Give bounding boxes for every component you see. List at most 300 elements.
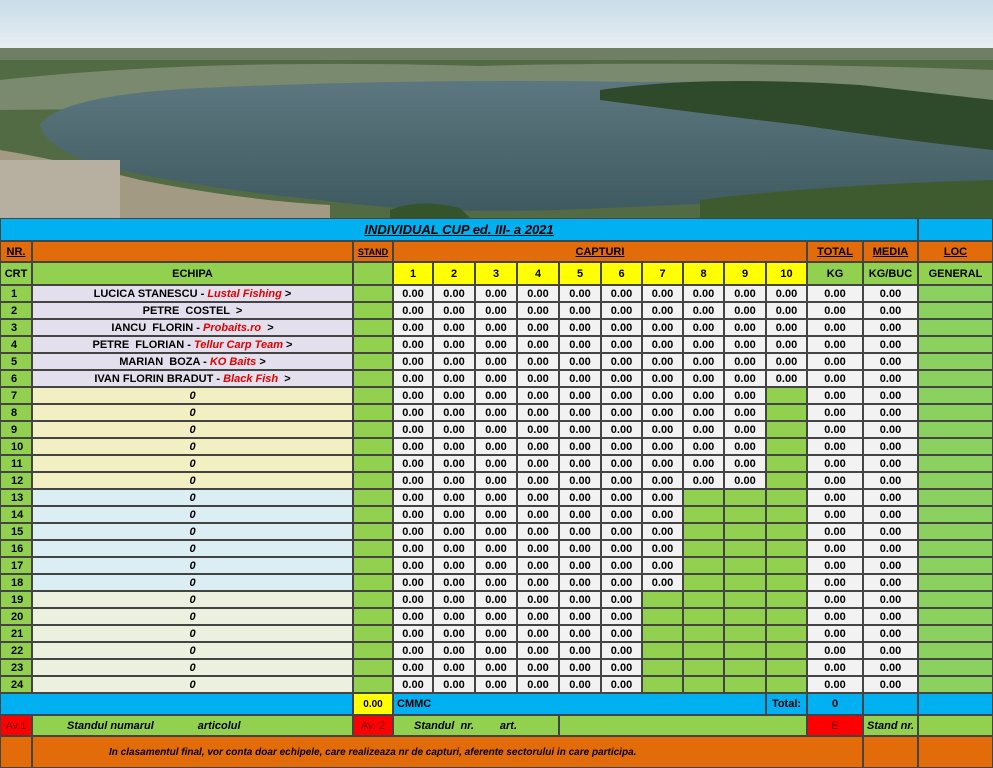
capture-value: 0.00	[642, 319, 683, 336]
capture-value: 0.00	[393, 642, 433, 659]
capture-value: 0.00	[433, 302, 475, 319]
team-name: 0	[32, 472, 353, 489]
capture-value: 0.00	[559, 319, 601, 336]
capture-value: 0.00	[559, 625, 601, 642]
row-number: 7	[0, 387, 32, 404]
footer-filler	[918, 693, 993, 715]
loc-cell	[918, 455, 993, 472]
capture-value: 0.00	[559, 659, 601, 676]
capture-value: 0.00	[601, 302, 642, 319]
capture-value: 0.00	[433, 659, 475, 676]
capture-value: 0.00	[393, 370, 433, 387]
capture-empty	[766, 421, 807, 438]
total-kg-value: 0.00	[807, 506, 863, 523]
capture-value: 0.00	[433, 370, 475, 387]
capture-value: 0.00	[559, 438, 601, 455]
capture-value: 0.00	[475, 285, 517, 302]
media-value: 0.00	[863, 353, 918, 370]
capture-value: 0.00	[683, 387, 724, 404]
media-value: 0.00	[863, 574, 918, 591]
capture-empty	[683, 540, 724, 557]
stand-cell	[353, 676, 393, 693]
row-number: 17	[0, 557, 32, 574]
total-kg-value: 0.00	[807, 642, 863, 659]
capture-value: 0.00	[724, 387, 766, 404]
total-kg-value: 0.00	[807, 336, 863, 353]
capture-value: 0.00	[724, 336, 766, 353]
row-number: 16	[0, 540, 32, 557]
loc-cell	[918, 676, 993, 693]
capture-empty	[642, 659, 683, 676]
capture-value: 0.00	[642, 370, 683, 387]
loc-cell	[918, 523, 993, 540]
media-value: 0.00	[863, 557, 918, 574]
capture-value: 0.00	[642, 404, 683, 421]
capture-value: 0.00	[475, 472, 517, 489]
capture-value: 0.00	[475, 676, 517, 693]
header-echipa: ECHIPA	[32, 262, 353, 285]
capture-value: 0.00	[433, 438, 475, 455]
capture-value: 0.00	[559, 591, 601, 608]
capture-empty	[642, 608, 683, 625]
capture-value: 0.00	[601, 404, 642, 421]
header-column-5: 5	[559, 262, 601, 285]
loc-cell	[918, 387, 993, 404]
capture-value: 0.00	[517, 659, 559, 676]
capture-value: 0.00	[559, 540, 601, 557]
capture-empty	[724, 540, 766, 557]
capture-value: 0.00	[475, 540, 517, 557]
total-kg-value: 0.00	[807, 370, 863, 387]
capture-value: 0.00	[601, 659, 642, 676]
total-kg-value: 0.00	[807, 659, 863, 676]
media-value: 0.00	[863, 387, 918, 404]
capture-value: 0.00	[766, 336, 807, 353]
capture-value: 0.00	[601, 625, 642, 642]
capture-empty	[642, 642, 683, 659]
capture-value: 0.00	[766, 285, 807, 302]
capture-empty	[724, 557, 766, 574]
team-sponsor: Lustal Fishing	[207, 287, 282, 300]
capture-value: 0.00	[475, 336, 517, 353]
total-kg-value: 0.00	[807, 574, 863, 591]
capture-value: 0.00	[393, 591, 433, 608]
capture-value: 0.00	[559, 455, 601, 472]
row-number: 15	[0, 523, 32, 540]
total-kg-value: 0.00	[807, 455, 863, 472]
stand-cell	[353, 438, 393, 455]
final-note: In clasamentul final, vor conta doar echipele, care realizeaza nr de capturi, aferente sectorului in care participa.	[32, 736, 863, 768]
capture-value: 0.00	[433, 455, 475, 472]
capture-value: 0.00	[724, 421, 766, 438]
capture-value: 0.00	[393, 387, 433, 404]
stand-cell	[353, 404, 393, 421]
capture-value: 0.00	[559, 642, 601, 659]
capture-empty	[683, 642, 724, 659]
total-kg-value: 0.00	[807, 540, 863, 557]
capture-value: 0.00	[517, 336, 559, 353]
capture-value: 0.00	[724, 302, 766, 319]
capture-value: 0.00	[724, 438, 766, 455]
capture-value: 0.00	[433, 404, 475, 421]
media-value: 0.00	[863, 608, 918, 625]
team-name: 0	[32, 642, 353, 659]
capture-value: 0.00	[559, 676, 601, 693]
team-name: 0	[32, 574, 353, 591]
total-kg-value: 0.00	[807, 302, 863, 319]
capture-empty	[766, 540, 807, 557]
standul-numarul-label: Standul numarul	[67, 719, 154, 732]
capture-value: 0.00	[475, 489, 517, 506]
av2-label: Av. 2	[353, 715, 393, 736]
capture-value: 0.00	[517, 387, 559, 404]
capture-empty	[766, 659, 807, 676]
capture-value: 0.00	[642, 336, 683, 353]
team-player: IVAN FLORIN BRADUT -	[94, 372, 224, 385]
capture-value: 0.00	[642, 574, 683, 591]
stand-cell	[353, 472, 393, 489]
capture-value: 0.00	[433, 506, 475, 523]
team-sponsor: Probaits.ro	[203, 321, 262, 334]
capture-value: 0.00	[517, 438, 559, 455]
row-number: 24	[0, 676, 32, 693]
capture-value: 0.00	[559, 506, 601, 523]
stand-cell	[353, 319, 393, 336]
capture-value: 0.00	[601, 285, 642, 302]
row-number: 11	[0, 455, 32, 472]
capture-value: 0.00	[433, 591, 475, 608]
stand-cell	[353, 353, 393, 370]
total-kg-value: 0.00	[807, 421, 863, 438]
stand-total: 0.00	[353, 693, 393, 715]
footer-green	[918, 715, 993, 736]
capture-value: 0.00	[601, 370, 642, 387]
capture-value: 0.00	[393, 506, 433, 523]
capture-value: 0.00	[475, 659, 517, 676]
team-name: 0	[32, 676, 353, 693]
capture-empty	[642, 591, 683, 608]
row-number: 21	[0, 625, 32, 642]
team-name: 0	[32, 591, 353, 608]
row-number: 22	[0, 642, 32, 659]
header-general: GENERAL	[918, 262, 993, 285]
capture-value: 0.00	[559, 370, 601, 387]
capture-empty	[766, 608, 807, 625]
capture-value: 0.00	[601, 591, 642, 608]
capture-empty	[766, 387, 807, 404]
note-filler	[918, 736, 993, 768]
loc-cell	[918, 472, 993, 489]
capture-empty	[683, 523, 724, 540]
team-name: 0	[32, 608, 353, 625]
row-number: 23	[0, 659, 32, 676]
team-player: PETRE FLORIAN -	[92, 338, 194, 351]
capture-value: 0.00	[393, 608, 433, 625]
row-number: 6	[0, 370, 32, 387]
capture-value: 0.00	[601, 472, 642, 489]
stand-cell	[353, 489, 393, 506]
loc-cell	[918, 557, 993, 574]
loc-cell	[918, 302, 993, 319]
capture-value: 0.00	[475, 523, 517, 540]
capture-value: 0.00	[517, 285, 559, 302]
loc-cell	[918, 319, 993, 336]
capture-value: 0.00	[559, 523, 601, 540]
capture-value: 0.00	[601, 438, 642, 455]
row-number: 18	[0, 574, 32, 591]
capture-empty	[724, 574, 766, 591]
row-number: 9	[0, 421, 32, 438]
media-value: 0.00	[863, 523, 918, 540]
media-value: 0.00	[863, 659, 918, 676]
media-value: 0.00	[863, 336, 918, 353]
capture-value: 0.00	[517, 353, 559, 370]
capture-value: 0.00	[683, 319, 724, 336]
capture-value: 0.00	[683, 336, 724, 353]
e-label: E	[807, 715, 863, 736]
capture-value: 0.00	[475, 591, 517, 608]
stand-nr-label: Stand nr.	[863, 715, 918, 736]
capture-value: 0.00	[642, 387, 683, 404]
row-number: 8	[0, 404, 32, 421]
header-capturi: CAPTURI	[393, 241, 807, 262]
capture-value: 0.00	[517, 591, 559, 608]
footer-green	[559, 715, 807, 736]
capture-value: 0.00	[393, 523, 433, 540]
team-arrow: >	[281, 287, 292, 300]
capture-value: 0.00	[475, 353, 517, 370]
capture-value: 0.00	[393, 625, 433, 642]
stand-cell	[353, 523, 393, 540]
total-kg-value: 0.00	[807, 353, 863, 370]
team-name	[32, 370, 353, 387]
capture-value: 0.00	[517, 404, 559, 421]
total-kg-value: 0.00	[807, 438, 863, 455]
capture-value: 0.00	[393, 659, 433, 676]
capture-value: 0.00	[517, 574, 559, 591]
team-name: 0	[32, 540, 353, 557]
capture-value: 0.00	[517, 642, 559, 659]
capture-value: 0.00	[475, 625, 517, 642]
stand-cell	[353, 557, 393, 574]
capture-empty	[683, 591, 724, 608]
capture-value: 0.00	[601, 574, 642, 591]
capture-value: 0.00	[766, 302, 807, 319]
capture-empty	[683, 489, 724, 506]
stand-cell	[353, 591, 393, 608]
capture-value: 0.00	[433, 676, 475, 693]
team-name: 0	[32, 421, 353, 438]
capture-empty	[642, 676, 683, 693]
header-column-1: 1	[393, 262, 433, 285]
lake-photo	[0, 0, 993, 218]
team-player: IANCU FLORIN -	[111, 321, 204, 334]
capture-value: 0.00	[601, 557, 642, 574]
media-value: 0.00	[863, 455, 918, 472]
capture-value: 0.00	[559, 608, 601, 625]
capture-value: 0.00	[642, 472, 683, 489]
results-table	[0, 218, 993, 768]
capture-value: 0.00	[433, 353, 475, 370]
capture-value: 0.00	[393, 676, 433, 693]
capture-value: 0.00	[475, 506, 517, 523]
header-nr: NR.	[0, 241, 32, 262]
row-number: 12	[0, 472, 32, 489]
capture-value: 0.00	[393, 557, 433, 574]
capture-value: 0.00	[475, 455, 517, 472]
capture-value: 0.00	[517, 302, 559, 319]
header-column-2: 2	[433, 262, 475, 285]
capture-value: 0.00	[683, 285, 724, 302]
capture-empty	[724, 523, 766, 540]
capture-value: 0.00	[724, 353, 766, 370]
capture-value: 0.00	[724, 319, 766, 336]
capture-empty	[766, 506, 807, 523]
capture-value: 0.00	[393, 302, 433, 319]
capture-empty	[683, 557, 724, 574]
capture-value: 0.00	[393, 489, 433, 506]
capture-value: 0.00	[433, 421, 475, 438]
capture-value: 0.00	[433, 523, 475, 540]
capture-value: 0.00	[683, 438, 724, 455]
capture-empty	[766, 472, 807, 489]
team-name	[32, 285, 353, 302]
header-column-9: 9	[724, 262, 766, 285]
media-value: 0.00	[863, 370, 918, 387]
header-column-8: 8	[683, 262, 724, 285]
loc-cell	[918, 438, 993, 455]
total-kg-value: 0.00	[807, 608, 863, 625]
loc-cell	[918, 285, 993, 302]
capture-value: 0.00	[433, 557, 475, 574]
capture-value: 0.00	[433, 387, 475, 404]
capture-empty	[683, 574, 724, 591]
row-number: 19	[0, 591, 32, 608]
capture-value: 0.00	[433, 285, 475, 302]
total-label: Total:	[766, 693, 807, 715]
capture-value: 0.00	[724, 472, 766, 489]
capture-value: 0.00	[642, 438, 683, 455]
row-number: 2	[0, 302, 32, 319]
capture-value: 0.00	[393, 421, 433, 438]
total-value: 0	[807, 693, 863, 715]
capture-empty	[724, 591, 766, 608]
capture-value: 0.00	[475, 404, 517, 421]
header-column-7: 7	[642, 262, 683, 285]
capture-value: 0.00	[601, 676, 642, 693]
header-total: TOTAL	[807, 241, 863, 262]
footer-blank	[0, 693, 353, 715]
total-kg-value: 0.00	[807, 319, 863, 336]
capture-empty	[724, 625, 766, 642]
capture-value: 0.00	[559, 302, 601, 319]
capture-empty	[683, 506, 724, 523]
total-kg-value: 0.00	[807, 472, 863, 489]
stand-cell	[353, 625, 393, 642]
capture-value: 0.00	[601, 353, 642, 370]
team-name: 0	[32, 523, 353, 540]
total-kg-value: 0.00	[807, 285, 863, 302]
capture-value: 0.00	[642, 540, 683, 557]
media-value: 0.00	[863, 438, 918, 455]
capture-empty	[766, 455, 807, 472]
header-column-10: 10	[766, 262, 807, 285]
team-sponsor: Black Fish	[223, 372, 279, 385]
team-name: 0	[32, 404, 353, 421]
capture-empty	[683, 625, 724, 642]
row-number: 14	[0, 506, 32, 523]
media-value: 0.00	[863, 285, 918, 302]
capture-value: 0.00	[559, 387, 601, 404]
capture-value: 0.00	[475, 557, 517, 574]
team-name: 0	[32, 489, 353, 506]
capture-value: 0.00	[724, 404, 766, 421]
capture-value: 0.00	[433, 336, 475, 353]
loc-cell	[918, 506, 993, 523]
header-column-4: 4	[517, 262, 559, 285]
stand-cell	[353, 455, 393, 472]
capture-value: 0.00	[517, 506, 559, 523]
media-value: 0.00	[863, 540, 918, 557]
capture-value: 0.00	[433, 608, 475, 625]
team-name	[32, 336, 353, 353]
capture-value: 0.00	[601, 540, 642, 557]
capture-value: 0.00	[433, 472, 475, 489]
team-name: 0	[32, 557, 353, 574]
team-arrow: >	[256, 355, 266, 368]
team-name: 0	[32, 506, 353, 523]
loc-cell	[918, 370, 993, 387]
team-name: 0	[32, 625, 353, 642]
stand-cell	[353, 574, 393, 591]
capture-value: 0.00	[475, 421, 517, 438]
total-kg-value: 0.00	[807, 591, 863, 608]
stand-cell	[353, 506, 393, 523]
capture-value: 0.00	[393, 285, 433, 302]
capture-value: 0.00	[683, 302, 724, 319]
team-sponsor: KO Baits	[209, 355, 257, 368]
capture-value: 0.00	[517, 421, 559, 438]
header-loc: LOC	[918, 241, 993, 262]
stand-cell	[353, 387, 393, 404]
loc-cell	[918, 625, 993, 642]
stand-cell	[353, 421, 393, 438]
capture-value: 0.00	[683, 353, 724, 370]
capture-value: 0.00	[393, 336, 433, 353]
team-name	[32, 353, 353, 370]
capture-value: 0.00	[475, 387, 517, 404]
total-kg-value: 0.00	[807, 557, 863, 574]
total-kg-value: 0.00	[807, 523, 863, 540]
capture-value: 0.00	[433, 540, 475, 557]
av1-stand-row	[32, 715, 353, 736]
media-value: 0.00	[863, 625, 918, 642]
capture-value: 0.00	[559, 404, 601, 421]
capture-empty	[724, 642, 766, 659]
stand-cell	[353, 642, 393, 659]
capture-value: 0.00	[517, 608, 559, 625]
header-kgbuc: KG/BUC	[863, 262, 918, 285]
team-player: PETRE COSTEL >	[142, 304, 243, 317]
stand-cell	[353, 336, 393, 353]
capture-value: 0.00	[559, 557, 601, 574]
capture-value: 0.00	[517, 676, 559, 693]
capture-value: 0.00	[433, 625, 475, 642]
capture-empty	[642, 625, 683, 642]
loc-cell	[918, 591, 993, 608]
capture-empty	[766, 676, 807, 693]
capture-value: 0.00	[559, 472, 601, 489]
